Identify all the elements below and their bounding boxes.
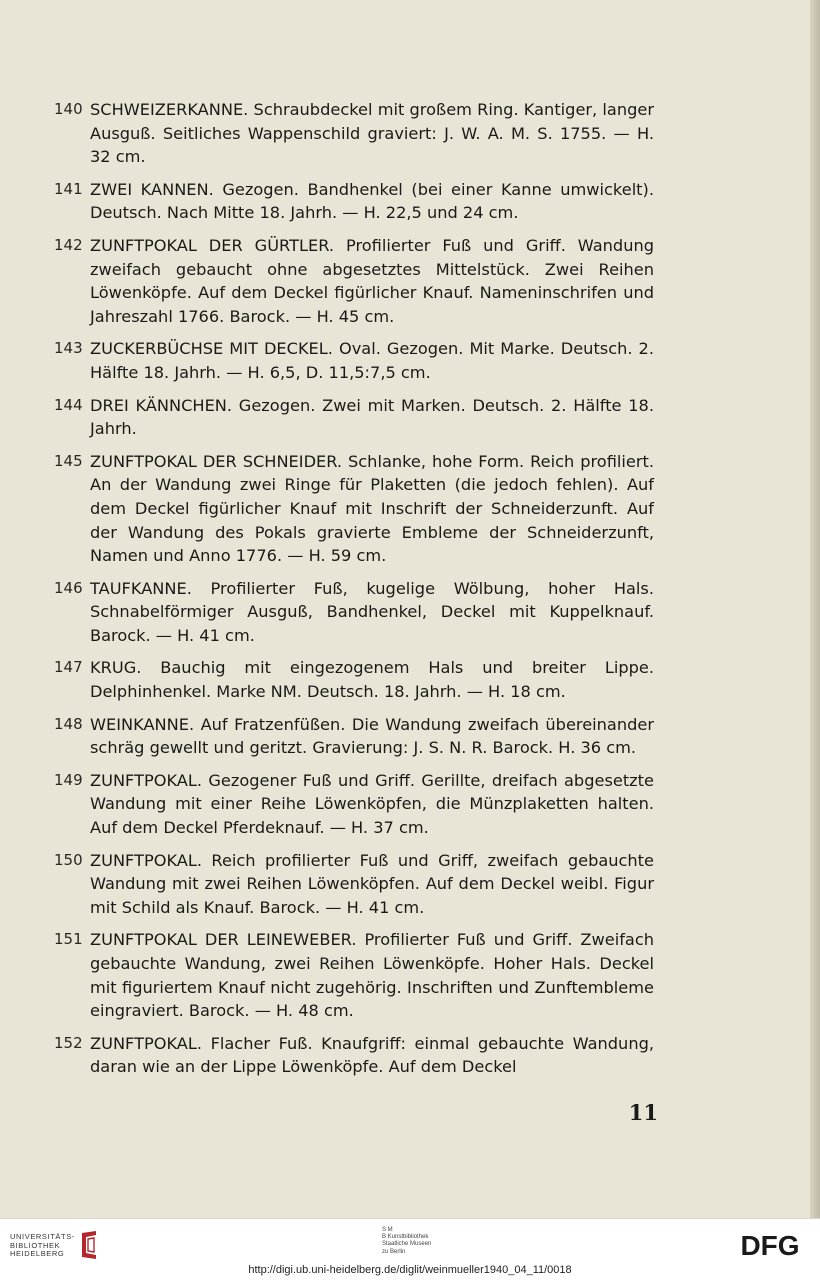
catalogue-entry xyxy=(54,656,654,703)
entry-text: KRUG. Bauchig mit eingezogenem Hals und breiter Lippe. Delphinhenkel. Marke NM. Deutsch. 18. Jahrh. — H. 18 cm. xyxy=(90,658,654,702)
entry-text: ZUNFTPOKAL. Gezogener Fuß und Griff. Gerillte, dreifach abgesetzte Wandung mit einer Reihe Löwenköpfen, die Münzplaketten halten. Auf dem Deckel Pferdeknauf. — H. 37 cm. xyxy=(90,770,654,838)
entry-number: 147 xyxy=(54,658,83,677)
stamp-line: zu Berlin xyxy=(382,1248,406,1255)
catalogue-entry xyxy=(54,450,654,568)
page-number: 11 xyxy=(628,1100,658,1125)
entry-text: SCHWEIZERKANNE. Schraubdeckel mit großem Ring. Kantiger, langer Ausguß. Seitliches Wappenschild graviert: J. W. A. M. S. 1755. — H. 32 cm. xyxy=(90,100,654,167)
catalogue-entry xyxy=(54,577,654,648)
entry-number: 146 xyxy=(54,578,83,597)
stamp-line: S M xyxy=(382,1227,393,1233)
stamp-line: Staatliche Museen xyxy=(382,1241,432,1248)
entry-text: ZUCKERBÜCHSE MIT DECKEL. Oval. Gezogen. Mit Marke. Deutsch. 2. Hälfte 18. Jahrh. — H. 6,5, D. 11,5:7,5 cm. xyxy=(90,339,654,382)
catalogue-entry xyxy=(54,178,654,225)
museum-stamp xyxy=(382,1227,431,1256)
entry-number: 150 xyxy=(54,850,83,869)
catalogue-entry xyxy=(54,713,654,760)
entry-number: 152 xyxy=(54,1033,83,1052)
viewer-footer xyxy=(0,1218,820,1280)
entry-text: WEINKANNE. Auf Fratzenfüßen. Die Wandung zweifach übereinander schräg gewellt und geritzt. Gravierung: J. S. N. R. Barock. H. 36 cm. xyxy=(90,714,654,758)
entry-number: 142 xyxy=(54,235,83,254)
catalogue-entry xyxy=(54,849,654,920)
entry-number: 141 xyxy=(54,179,83,198)
entry-number: 140 xyxy=(54,100,83,118)
catalogue-entry xyxy=(54,928,654,1022)
dfg-logo-text: DFG xyxy=(740,1231,800,1259)
library-logo-line: BIBLIOTHEK xyxy=(10,1240,61,1250)
catalogue-entry xyxy=(54,337,654,384)
entry-number: 151 xyxy=(54,930,83,949)
entry-number: 144 xyxy=(54,395,83,414)
catalogue-entry xyxy=(54,394,654,441)
entry-text: ZUNFTPOKAL. Reich profilierter Fuß und Griff, zweifach gebauchte Wandung mit zwei Reihen Löwenköpfen. Auf dem Deckel weibl. Figur mit Schild als Knauf. Barock. — H. 41 cm. xyxy=(90,850,654,917)
catalogue-entries xyxy=(54,98,654,1088)
entry-number: 149 xyxy=(54,770,83,789)
entry-text: ZWEI KANNEN. Gezogen. Bandhenkel (bei einer Kanne umwickelt). Deutsch. Nach Mitte 18. Jahrh. — H. 22,5 und 24 cm. xyxy=(90,179,654,223)
dfg-logo[interactable] xyxy=(728,1231,812,1259)
catalogue-entry xyxy=(54,769,654,840)
entry-number: 145 xyxy=(54,451,83,470)
entry-text: DREI KÄNNCHEN. Gezogen. Zwei mit Marken. Deutsch. 2. Hälfte 18. Jahrh. xyxy=(90,395,654,439)
library-logo[interactable] xyxy=(10,1233,75,1259)
entry-text: TAUFKANNE. Profilierter Fuß, kugelige Wölbung, hoher Hals. Schnabelförmiger Ausguß, Bandhenkel, Deckel mit Kuppelknauf. Barock. — H. 41 cm. xyxy=(90,578,654,645)
entry-number: 148 xyxy=(54,714,83,733)
entry-number: 143 xyxy=(54,339,83,358)
entry-text: ZUNFTPOKAL DER SCHNEIDER. Schlanke, hohe Form. Reich profiliert. An der Wandung zwei Ringe für Plaketten (die jedoch fehlen). Auf dem Deckel figürlicher Knauf mit Inschrift der Schneiderzunft. Auf der Wandung des Pokals gravierte Embleme der Schneiderzunft, Namen und Anno 1776. — H. 59 cm. xyxy=(90,451,654,566)
stamp-line: B Kunstbibliothek xyxy=(382,1234,429,1241)
entry-text: ZUNFTPOKAL DER LEINEWEBER. Profilierter Fuß und Griff. Zweifach gebauchte Wandung, zwei Reihen Löwenköpfe. Hoher Hals. Deckel mit figuriertem Knauf nicht zugehörig. Inschriften und Zunftembleme eingraviert. Barock. — H. 48 cm. xyxy=(90,930,654,1021)
library-logo-line: UNIVERSITÄTS- xyxy=(10,1232,75,1241)
entry-text: ZUNFTPOKAL. Flacher Fuß. Knaufgriff: einmal gebauchte Wandung, daran wie an der Lippe Löwenköpfe. Auf dem Deckel xyxy=(90,1033,654,1077)
catalogue-entry xyxy=(54,1032,654,1079)
source-url-link[interactable]: http://digi.ub.uni-heidelberg.de/diglit/weinmueller1940_04_11/0018 xyxy=(248,1264,572,1276)
catalogue-entry xyxy=(54,234,654,328)
library-logo-line: HEIDELBERG xyxy=(10,1249,65,1259)
catalogue-entry xyxy=(54,98,654,169)
university-seal-icon xyxy=(78,1229,100,1261)
entry-text: ZUNFTPOKAL DER GÜRTLER. Profilierter Fuß und Griff. Wandung zweifach gebaucht ohne abgesetztes Mittelstück. Zwei Reihen Löwenköpfe. Auf dem Deckel figürlicher Knauf. Nameninschrifen und Jahreszahl 1766. Barock. — H. 45 cm. xyxy=(90,235,654,326)
page-edge xyxy=(810,0,820,1218)
